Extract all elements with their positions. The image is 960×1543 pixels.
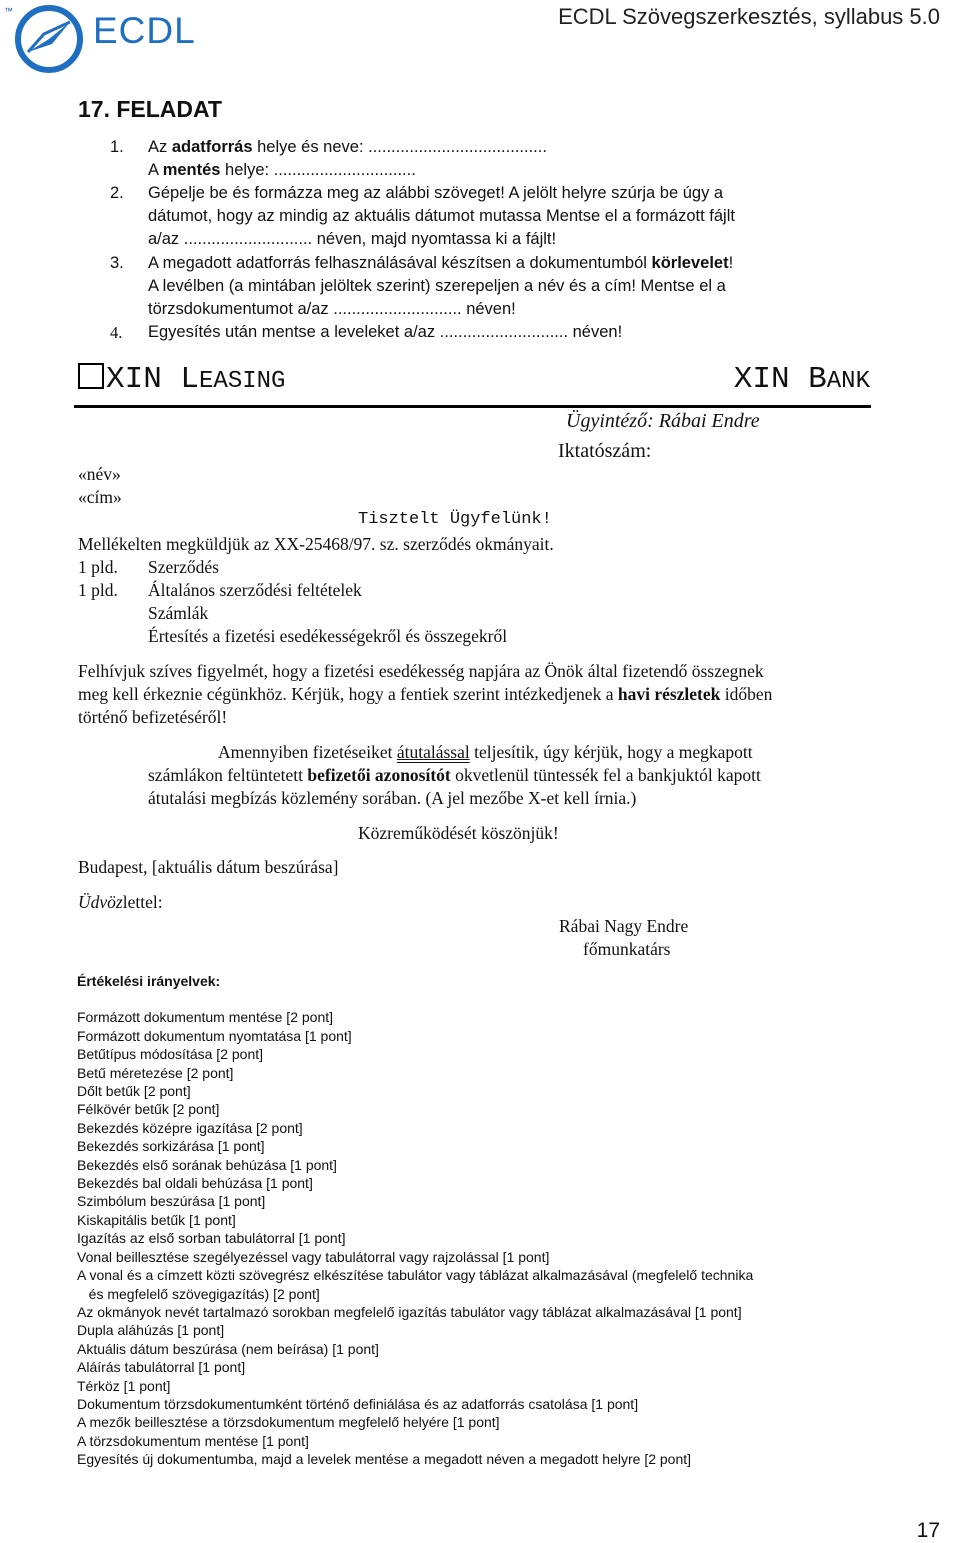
evaluation-item: Formázott dokumentum nyomtatása [1 pont]	[77, 1027, 352, 1044]
page-number: 17	[916, 1519, 940, 1542]
item-3-line3: törzsdokumentumot a/az ............................ néven!	[148, 300, 516, 318]
greeting: Tisztelt Ügyfelünk!	[358, 510, 552, 529]
evaluation-item: Aktuális dátum beszúrása (nem beírása) [1 pont]	[77, 1340, 379, 1357]
evaluation-item: Dupla aláhúzás [1 pont]	[77, 1322, 225, 1339]
signer-name: Rábai Nagy Endre	[559, 916, 689, 936]
company-left-name: XIN LEASING	[78, 362, 285, 397]
page-header-title: ECDL Szövegszerkesztés, syllabus 5.0	[558, 4, 940, 29]
checkbox-symbol-icon	[78, 363, 104, 389]
evaluation-item: Szimbólum beszúrása [1 pont]	[77, 1193, 266, 1210]
ecdl-logo-icon	[14, 4, 84, 74]
copy-count-1: 1 pld.	[78, 557, 118, 577]
signer-title: főmunkatárs	[583, 939, 671, 959]
ecdl-logo-text: ECDL	[93, 10, 196, 51]
trademark-symbol: ™	[4, 6, 13, 16]
company-right-name: XIN BANK	[733, 362, 870, 397]
agent-line: Ügyintéző: Rábai Endre	[566, 410, 760, 432]
regards-line: Üdvözlettel:	[78, 892, 163, 912]
paragraph-2-line3: történő befizetéséről!	[78, 707, 228, 727]
evaluation-item: Vonal beillesztése szegélyezéssel vagy tabulátorral vagy rajzolással [1 pont]	[77, 1248, 550, 1265]
evaluation-item: Kiskapitális betűk [1 pont]	[77, 1211, 236, 1228]
item-4-number: 4.	[110, 323, 123, 342]
evaluation-item: Betű méretezése [2 pont]	[77, 1064, 234, 1081]
document-invoices: Számlák	[148, 603, 209, 623]
evaluation-item: Bekezdés bal oldali behúzása [1 pont]	[77, 1175, 313, 1192]
evaluation-item: Formázott dokumentum mentése [2 pont]	[77, 1009, 334, 1026]
evaluation-item: A mezők beillesztése a törzsdokumentum megfelelő helyére [1 pont]	[77, 1414, 500, 1431]
thanks-line: Közreműködését köszönjük!	[358, 823, 559, 843]
evaluation-item: Betűtípus módosítása [2 pont]	[77, 1046, 264, 1063]
item-1-number: 1.	[110, 138, 124, 156]
item-3-line1: A megadott adatforrás felhasználásával készítsen a dokumentumból körlevelet!	[148, 254, 734, 272]
item-3-number: 3.	[110, 254, 124, 272]
evaluation-item: Bekezdés első sorának behúzása [1 pont]	[77, 1156, 337, 1173]
evaluation-item: Félkövér betűk [2 pont]	[77, 1101, 220, 1118]
evaluation-item: Egyesítés új dokumentumba, majd a levelek mentése a megadott néven a megadott helyre [2 pont]	[77, 1451, 692, 1468]
paragraph-1: Mellékelten megküldjük az XX-25468/97. sz. szerződés okmányait.	[78, 534, 554, 554]
evaluation-item: és megfelelő szövegigazítás) [2 pont]	[77, 1285, 320, 1302]
evaluation-item: Dőlt betűk [2 pont]	[77, 1083, 191, 1100]
ref-number-line: Iktatószám:	[558, 440, 652, 462]
evaluation-item: Az okmányok nevét tartalmazó sorokban megfelelő igazítás tabulátor vagy táblázat alkalmazásával [1 pont]	[77, 1303, 742, 1320]
paragraph-3-line3: átutalási megbízás közlemény sorában. (A jel mezőbe X-et kell írnia.)	[148, 788, 637, 808]
letterhead-rule	[74, 405, 871, 408]
item-1-line1: Az adatforrás helye és neve: .......................................	[148, 138, 547, 156]
merge-field-address: «cím»	[78, 487, 122, 507]
task-title: 17. FELADAT	[78, 96, 222, 122]
document-contract: Szerződés	[148, 557, 219, 577]
paragraph-3-line1: Amennyiben fizetéseiket átutalással teljesítik, úgy kérjük, hogy a megkapott	[218, 742, 753, 762]
merge-field-name: «név»	[78, 464, 121, 484]
place-date-line: Budapest, [aktuális dátum beszúrása]	[78, 857, 339, 877]
evaluation-list	[77, 990, 753, 1487]
document-general-terms: Általános szerződési feltételek	[148, 580, 362, 600]
item-2-number: 2.	[110, 184, 124, 202]
paragraph-2-line1: Felhívjuk szíves figyelmét, hogy a fizetési esedékesség napjára az Önök által fizetendő összegnek	[78, 661, 764, 681]
item-3-line2: A levélben (a mintában jelöltek szerint) szerepeljen a név és a cím! Mentse el a	[148, 277, 726, 295]
item-2-line2: dátumot, hogy az mindig az aktuális dátumot mutassa Mentse el a formázott fájlt	[148, 207, 735, 225]
document-notice: Értesítés a fizetési esedékességekről és összegekről	[148, 626, 508, 646]
evaluation-item: A törzsdokumentum mentése [1 pont]	[77, 1432, 309, 1449]
paragraph-2-line2: meg kell érkeznie cégünkhöz. Kérjük, hogy a fentiek szerint intézkedjenek a havi részletek időben	[78, 684, 773, 704]
item-2-line3: a/az ............................ néven, majd nyomtassa ki a fájlt!	[148, 230, 557, 248]
evaluation-heading: Értékelési irányelvek:	[77, 973, 221, 989]
item-2-line1: Gépelje be és formázza meg az alábbi szöveget! A jelölt helyre szúrja be úgy a	[148, 184, 724, 202]
evaluation-item: Igazítás az első sorban tabulátorral [1 pont]	[77, 1230, 346, 1247]
evaluation-item: Bekezdés középre igazítása [2 pont]	[77, 1119, 303, 1136]
paragraph-3-line2: számlákon feltüntetett befizetői azonosítót okvetlenül tüntessék fel a bankjuktól kapott	[148, 765, 761, 785]
item-1-line2: A mentés helye: ...............................	[148, 161, 416, 179]
copy-count-2: 1 pld.	[78, 580, 118, 600]
evaluation-item: Térköz [1 pont]	[77, 1377, 171, 1394]
evaluation-item: Dokumentum törzsdokumentumként történő definiálása és az adatforrás csatolása [1 pont]	[77, 1395, 639, 1412]
item-4-line1: Egyesítés után mentse a leveleket a/az ............................ néven!	[148, 323, 623, 341]
evaluation-item: A vonal és a címzett közti szövegrész elkészítése tabulátor vagy táblázat alkalmazásával (megfelelő technika	[77, 1267, 754, 1284]
evaluation-item: Aláírás tabulátorral [1 pont]	[77, 1359, 246, 1376]
evaluation-item: Bekezdés sorkizárása [1 pont]	[77, 1138, 265, 1155]
